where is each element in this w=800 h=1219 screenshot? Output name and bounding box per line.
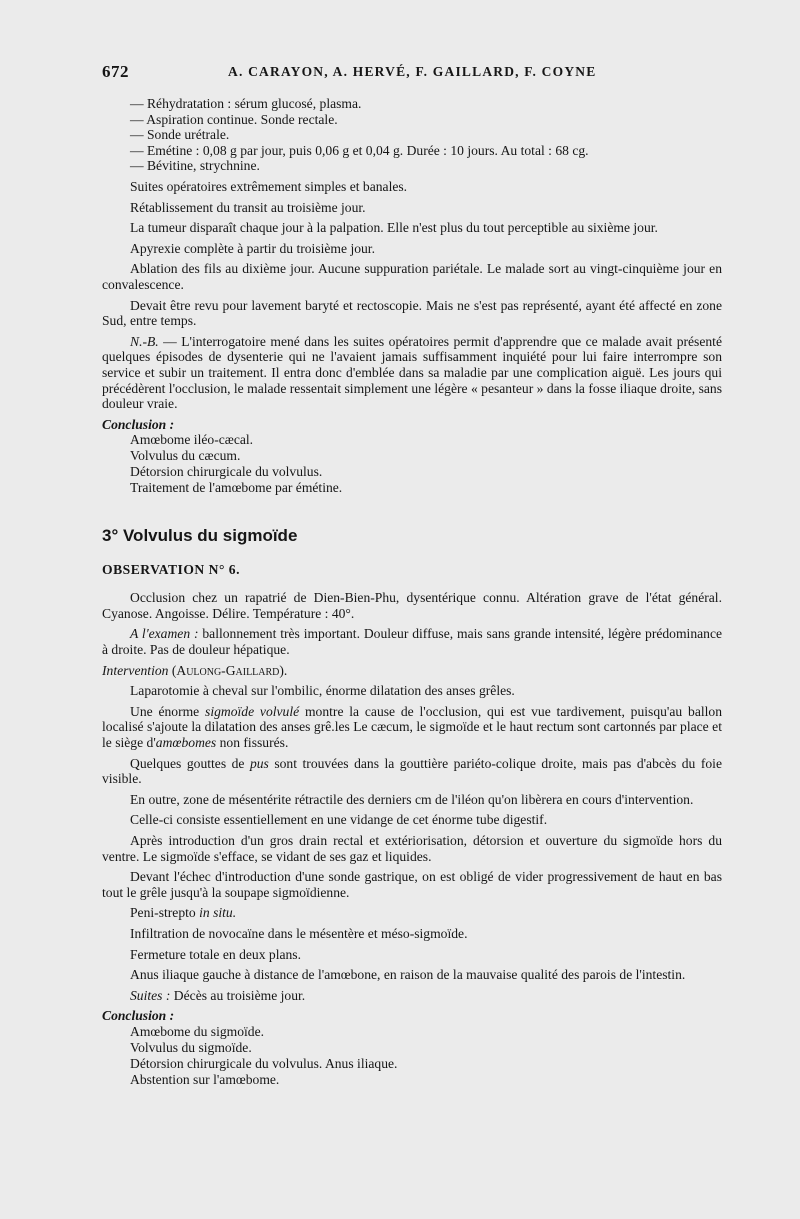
nb-label: N.-B. [130, 333, 159, 349]
text-run-italic: pus [249, 755, 269, 771]
paragraph: Laparotomie à cheval sur l'ombilic, énorme dilatation des anses grêles. [130, 683, 515, 699]
text-run: sont trouvées dans la gouttière pariéto-colique droite, mais pas d'abcès du foie visible. [102, 755, 722, 787]
paragraph: La tumeur disparaît chaque jour à la palpation. Elle n'est plus du tout perceptible au sixième jour. [130, 220, 658, 236]
conclusion-item: Amœbome du sigmoïde. [130, 1023, 265, 1039]
paragraph: Ablation des fils au dixième jour. Aucune suppuration pariétale. Le malade sort au vingt-cinquième jour en convalescence. [102, 261, 722, 292]
paragraph: Fermeture totale en deux plans. [130, 946, 301, 962]
list-item: — Bévitine, strychnine. [130, 158, 260, 174]
conclusion-item: Amœbome iléo-cæcal. [130, 432, 254, 448]
list-item: — Emétine : 0,08 g par jour, puis 0,06 g et 0,04 g. Durée : 10 jours. Au total : 68 cg. [130, 142, 589, 158]
paragraph: Devait être revu pour lavement baryté et rectoscopie. Mais ne s'est pas représenté, ayant été affecté en zone Sud, entre temps. [102, 297, 722, 329]
conclusion-item: Traitement de l'amœbome par émétine. [130, 480, 343, 496]
text-run-italic: sigmoïde volvulé [205, 703, 300, 719]
suites-paragraph [102, 988, 722, 1004]
conclusion-item: Détorsion chirurgicale du volvulus. Anus iliaque. [130, 1055, 398, 1071]
conclusion-label: Conclusion : [102, 1008, 175, 1024]
text-run: Une énorme [130, 703, 206, 719]
peni-paragraph [102, 905, 722, 921]
paragraph: Devant l'échec d'introduction d'une sonde gastrique, on est obligé de vider progressivement de haut en bas tout le grêle jusqu'à la soupape sigmoïdienne. [102, 869, 722, 900]
text-run: Quelques gouttes de [130, 755, 250, 771]
treatment-list [102, 96, 722, 174]
exam-label: A l'examen : [130, 626, 199, 642]
suites-label: Suites : [130, 987, 171, 1003]
conclusion-item: Volvulus du sigmoïde. [130, 1039, 252, 1055]
conclusion-item: Volvulus du cæcum. [130, 448, 241, 464]
sigmoid-paragraph [102, 704, 722, 751]
intervention-surgeons: (Aulong-Gaillard). [171, 662, 288, 678]
running-head: A. CARAYON, A. HERVÉ, F. GAILLARD, F. COYNE [228, 64, 597, 79]
intervention-label: Intervention [102, 662, 169, 678]
list-item: — Réhydratation : sérum glucosé, plasma. [130, 96, 362, 111]
text-run-italic: amœbomes [155, 735, 217, 751]
list-item: — Sonde urétrale. [130, 127, 230, 143]
suites-text: Décès au troisième jour. [170, 987, 306, 1003]
section-title: 3° Volvulus du sigmoïde [102, 526, 298, 546]
text-run: montre la cause de l'occlusion, qui est vue tardivement, puisqu'au ballon localisé s'ajoute la dilatation des anses grê.les Le cæcum, le sigmoïde et le haut rectum sont cartonnés par place et le siège d' [102, 703, 722, 751]
observation-title: OBSERVATION N° 6. [102, 562, 240, 578]
pus-paragraph [102, 756, 722, 787]
text-run: non fissurés. [216, 735, 289, 751]
paragraph: Après introduction d'un gros drain rectal et extériorisation, détorsion et ouverture du sigmoïde hors du ventre. Le sigmoïde s'efface, se vidant de ses gaz et liquides. [102, 833, 722, 864]
intervention-heading [102, 663, 722, 679]
nb-text: — L'interrogatoire mené dans les suites opératoires permit d'apprendre que ce malade avait présenté quelques épisodes de dysenterie qui ne l'avaient jamais suffisamment inquiété pour lui faire interrompre son service et subir un traitement. Il entra donc d'emblée dans sa maladie par une complication aiguë. Les jours qui précédèrent l'occlusion, le malade ressentait simplement une légère « pesanteur » dans la fosse iliaque droite, sans douleur vraie. [102, 333, 722, 412]
paragraph: Rétablissement du transit au troisième jour. [130, 199, 366, 215]
conclusion-block [102, 1008, 722, 1088]
page-header [102, 62, 722, 84]
text-run: Peni-strepto [130, 905, 200, 921]
page-number: 672 [102, 62, 129, 81]
paragraph: Suites opératoires extrêmement simples et banales. [130, 178, 408, 194]
conclusion-label: Conclusion : [102, 416, 175, 432]
paragraph: Apyrexie complète à partir du troisième jour. [130, 240, 375, 256]
paragraph: En outre, zone de mésentérite rétractile des derniers cm de l'iléon qu'on libèrera en cours d'intervention. [130, 791, 694, 807]
exam-text: ballonnement très important. Douleur diffuse, mais sans grande intensité, légère prédominance à droite. Pas de douleur hépatique. [102, 626, 723, 658]
paragraph: Infiltration de novocaïne dans le mésentère et méso-sigmoïde. [130, 925, 468, 941]
nb-paragraph [102, 334, 722, 412]
text-run-italic: in situ. [199, 905, 237, 921]
paragraph: Occlusion chez un rapatrié de Dien-Bien-Phu, dysentérique connu. Altération grave de l'état général. Cyanose. Angoisse. Délire. Température : 40°. [102, 590, 722, 621]
conclusion-item: Détorsion chirurgicale du volvulus. [130, 464, 323, 480]
conclusion-item: Abstention sur l'amœbome. [130, 1071, 280, 1087]
list-item: — Aspiration continue. Sonde rectale. [130, 111, 338, 127]
exam-paragraph [102, 626, 722, 657]
paragraph: Anus iliaque gauche à distance de l'amœbone, en raison de la mauvaise qualité des parois de l'intestin. [130, 967, 686, 983]
conclusion-block [102, 417, 722, 497]
paragraph: Celle-ci consiste essentiellement en une vidange de cet énorme tube digestif. [130, 812, 548, 828]
